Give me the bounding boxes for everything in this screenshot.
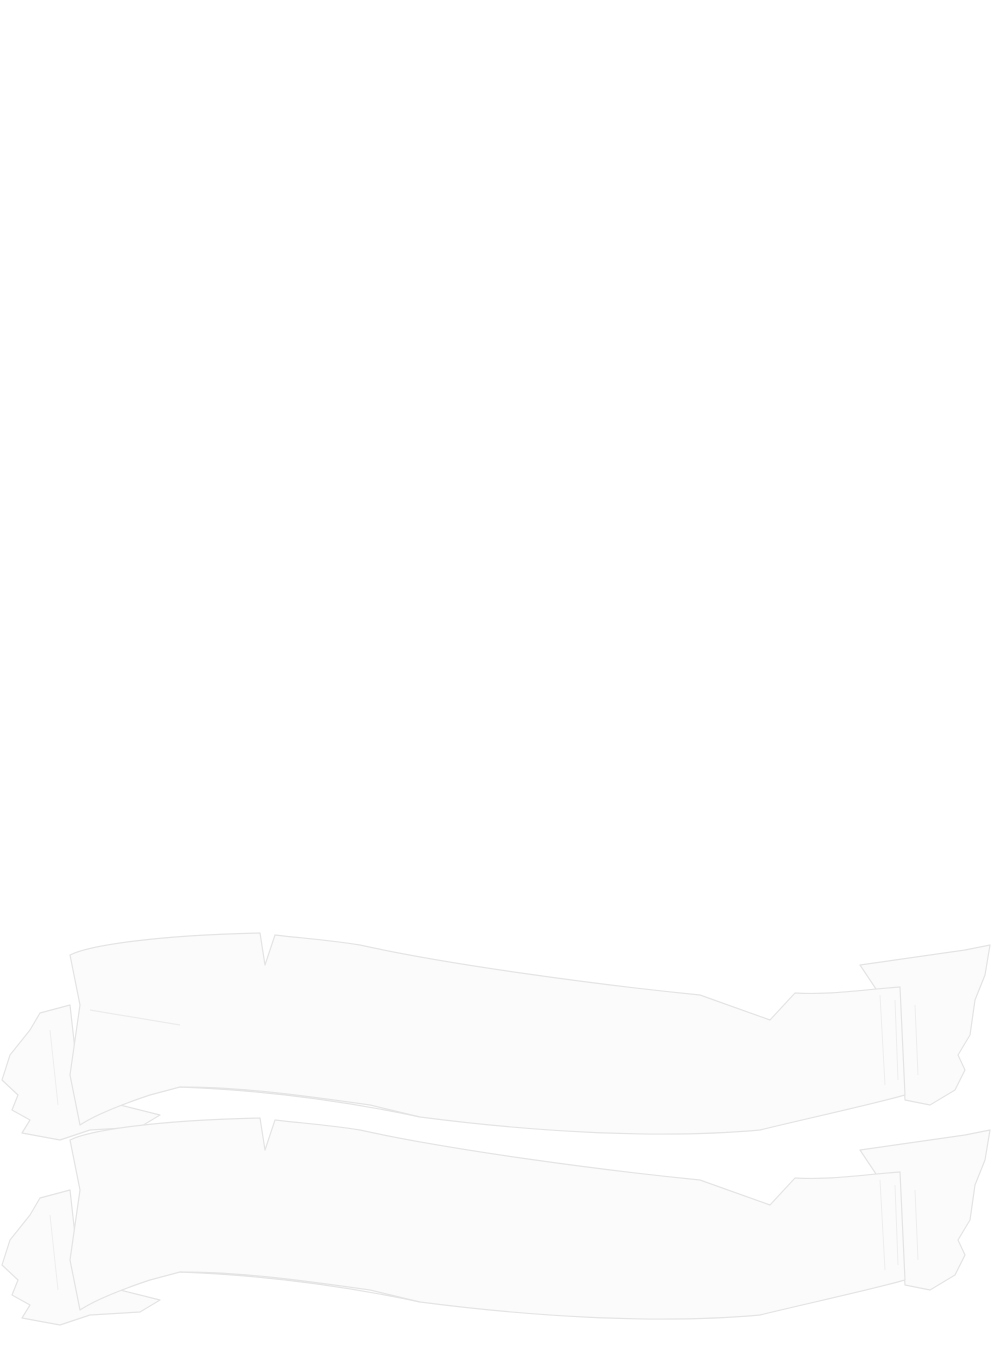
ribbon-banner-graphic — [0, 905, 1000, 1360]
ribbon-banner-bottom — [2, 1118, 990, 1325]
ribbon-banner-top — [2, 933, 990, 1140]
